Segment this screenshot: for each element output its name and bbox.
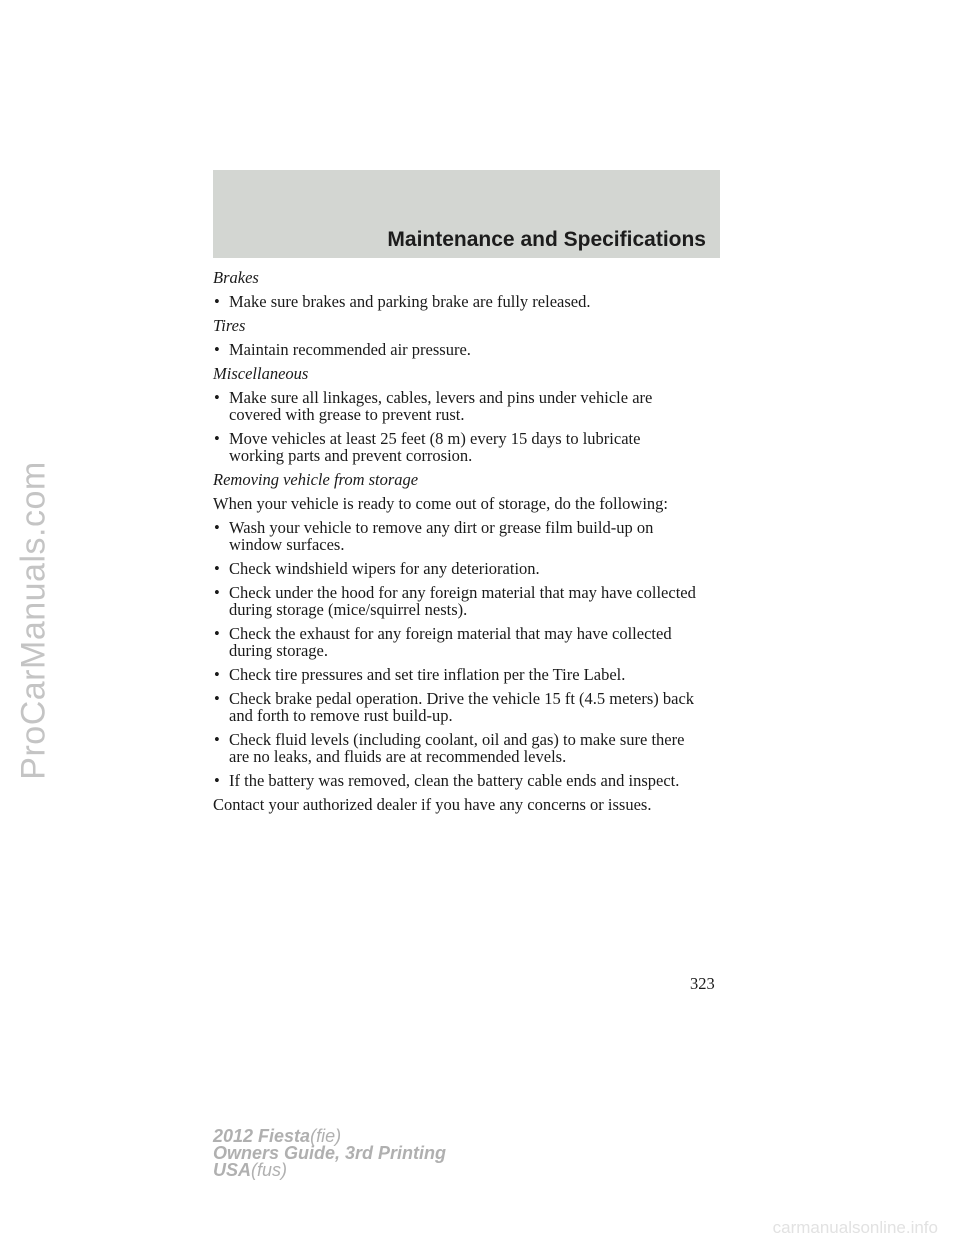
bullet-item [213, 584, 723, 618]
bullet-dot-icon: • [214, 771, 220, 790]
bullet-item [213, 731, 723, 765]
bullet-text-line: Check fluid levels (including coolant, oil and gas) to make sure there [229, 730, 685, 749]
bullet-text-line: Check under the hood for any foreign material that may have collected [229, 583, 696, 602]
bullet-text-line: and forth to remove rust build-up. [229, 706, 453, 725]
bullet-text-line: working parts and prevent corrosion. [229, 446, 473, 465]
bullet-item [213, 430, 723, 464]
bullet-dot-icon: • [214, 518, 220, 537]
document-footer [213, 1128, 446, 1179]
bullet-dot-icon: • [214, 429, 220, 448]
section-title: Maintenance and Specifications [387, 228, 706, 251]
footer-line-region [213, 1162, 446, 1179]
bullet-dot-icon: • [214, 388, 220, 407]
footer-model-code: (fie) [310, 1126, 342, 1146]
section-heading: Tires [213, 316, 246, 335]
intro-paragraph: When your vehicle is ready to come out of storage, do the following: [213, 494, 668, 513]
bullet-text-line: Check tire pressures and set tire inflation per the Tire Label. [229, 665, 626, 684]
bullet-dot-icon: • [214, 730, 220, 749]
section-header [213, 170, 720, 258]
bullet-item [213, 293, 723, 310]
footer-guide: Owners Guide, 3rd Printing [213, 1143, 447, 1163]
bullet-item [213, 341, 723, 358]
bullet-dot-icon: • [214, 559, 220, 578]
bullet-item [213, 519, 723, 553]
bullet-item [213, 666, 723, 683]
bullet-text-line: Make sure brakes and parking brake are fully released. [229, 292, 591, 311]
closing-paragraph: Contact your authorized dealer if you have any concerns or issues. [213, 795, 652, 814]
bullet-text-line: If the battery was removed, clean the battery cable ends and inspect. [229, 771, 680, 790]
bullet-text-line: Check brake pedal operation. Drive the vehicle 15 ft (4.5 meters) back [229, 689, 695, 708]
bullet-dot-icon: • [214, 665, 220, 684]
page-number: 323 [690, 974, 715, 993]
bullet-item [213, 690, 723, 724]
page-body [213, 269, 723, 820]
bullet-text-line: covered with grease to prevent rust. [229, 405, 465, 424]
bullet-item [213, 772, 723, 789]
bullet-text-line: during storage. [229, 641, 328, 660]
bullet-text-line: during storage (mice/squirrel nests). [229, 600, 468, 619]
bullet-text-line: Move vehicles at least 25 feet (8 m) every 15 days to lubricate [229, 429, 641, 448]
bullet-dot-icon: • [214, 583, 220, 602]
bullet-text-line: Check windshield wipers for any deterioration. [229, 559, 540, 578]
bullet-text-line: Wash your vehicle to remove any dirt or grease film build-up on [229, 518, 654, 537]
bullet-text-line: Check the exhaust for any foreign material that may have collected [229, 624, 672, 643]
section-heading: Miscellaneous [213, 364, 309, 383]
bullet-item [213, 625, 723, 659]
section-heading: Brakes [213, 268, 259, 287]
footer-region: USA [213, 1160, 252, 1180]
footer-model: 2012 Fiesta [213, 1126, 311, 1146]
section-heading: Removing vehicle from storage [213, 470, 419, 489]
bullet-text-line: are no leaks, and fluids are at recommended levels. [229, 747, 567, 766]
bullet-text-line: Maintain recommended air pressure. [229, 340, 471, 359]
bullet-dot-icon: • [214, 689, 220, 708]
bullet-text-line: window surfaces. [229, 535, 345, 554]
bullet-text-line: Make sure all linkages, cables, levers and pins under vehicle are [229, 388, 653, 407]
footer-region-code: (fus) [251, 1160, 288, 1180]
bullet-dot-icon: • [214, 340, 220, 359]
watermark [8, 360, 60, 880]
bullet-dot-icon: • [214, 292, 220, 311]
bullet-item [213, 389, 723, 423]
bullet-dot-icon: • [214, 624, 220, 643]
site-watermark: carmanualsonline.info [772, 1218, 938, 1237]
watermark-text: ProCarManuals.com [14, 460, 53, 780]
bullet-item [213, 560, 723, 577]
